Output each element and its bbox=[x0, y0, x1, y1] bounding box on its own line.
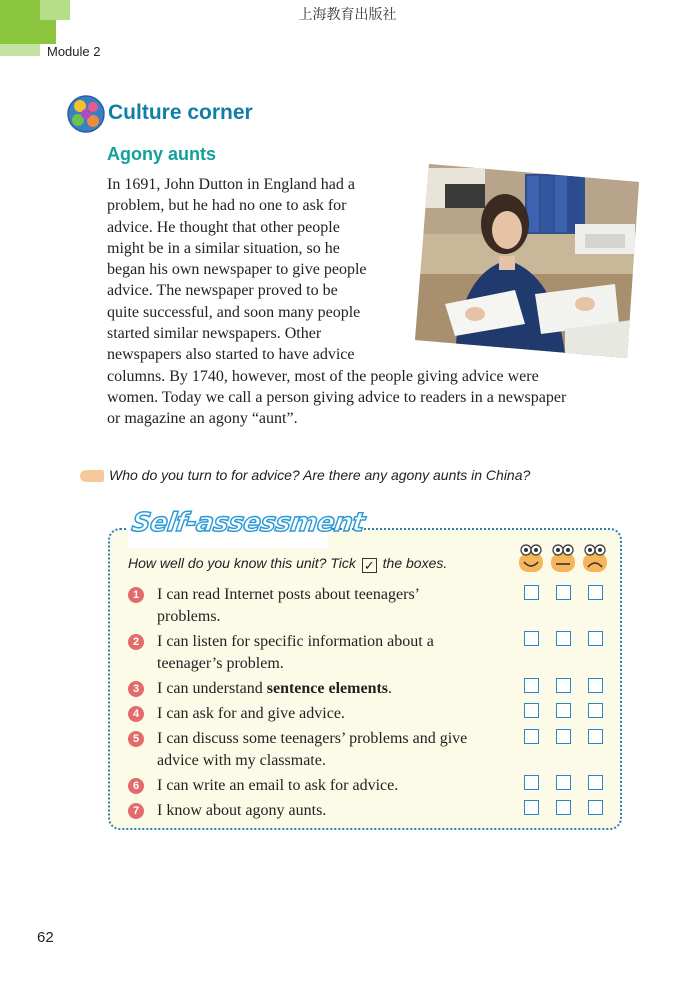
happy-face-icon bbox=[518, 543, 544, 573]
checkbox-ok[interactable] bbox=[556, 678, 571, 693]
item-text: I can read Internet posts about teenagers’ bbox=[157, 586, 420, 603]
item-text bbox=[157, 678, 498, 700]
checkbox-ok[interactable] bbox=[556, 585, 571, 600]
checkbox-ok[interactable] bbox=[556, 631, 571, 646]
item-number: 5 bbox=[128, 731, 144, 747]
question-marker bbox=[80, 470, 104, 482]
checkbox-poor[interactable] bbox=[588, 729, 603, 744]
item-text: I know about agony aunts. bbox=[157, 802, 327, 819]
checkbox-well[interactable] bbox=[524, 703, 539, 718]
item-number: 4 bbox=[128, 706, 144, 722]
assessment-item bbox=[128, 584, 498, 627]
culture-globe-icon bbox=[67, 95, 105, 133]
paragraph-line: women. Today we call a person giving advice to readers in a newspaper bbox=[107, 388, 567, 406]
checkbox-poor[interactable] bbox=[588, 800, 603, 815]
checkbox-well[interactable] bbox=[524, 775, 539, 790]
sad-face-icon bbox=[582, 543, 608, 573]
paragraph-line: In 1691, John Dutton in England had a bbox=[107, 176, 355, 193]
checkbox-poor[interactable] bbox=[588, 631, 603, 646]
paragraph-line: advice. He thought that other people bbox=[107, 218, 340, 236]
checkbox-poor[interactable] bbox=[588, 678, 603, 693]
item-number: 3 bbox=[128, 681, 144, 697]
item-text: I can ask for and give advice. bbox=[157, 705, 345, 722]
item-number: 6 bbox=[128, 778, 144, 794]
checkbox-well[interactable] bbox=[524, 585, 539, 600]
instruction-text: How well do you know this unit? Tick bbox=[128, 555, 356, 571]
item-text-suffix: . bbox=[388, 680, 393, 697]
item-text-prefix: I can understand bbox=[157, 680, 267, 697]
assessment-item bbox=[128, 631, 498, 674]
module-label: Module 2 bbox=[47, 44, 101, 59]
checkbox-ok[interactable] bbox=[556, 775, 571, 790]
checkbox-poor[interactable] bbox=[588, 775, 603, 790]
item-text: teenager’s problem. bbox=[157, 654, 284, 672]
page-number: 62 bbox=[37, 929, 54, 946]
checkbox-well[interactable] bbox=[524, 678, 539, 693]
checkbox-ok[interactable] bbox=[556, 800, 571, 815]
paragraph-line: or magazine an agony “aunt”. bbox=[107, 410, 298, 428]
paragraph-line: problem, but he had no one to ask for bbox=[107, 197, 347, 215]
item-text: I can write an email to ask for advice. bbox=[157, 777, 399, 794]
tick-example-icon: ✓ bbox=[362, 558, 377, 573]
assessment-item bbox=[128, 800, 498, 822]
item-text: I can discuss some teenagers’ problems and give bbox=[157, 730, 468, 747]
instruction-text-end: the boxes. bbox=[382, 555, 448, 571]
checkbox-ok[interactable] bbox=[556, 703, 571, 718]
checkbox-ok[interactable] bbox=[556, 729, 571, 744]
self-assessment-title: Self-assessment bbox=[129, 508, 367, 538]
checkbox-well[interactable] bbox=[524, 800, 539, 815]
paragraph-line: quite successful, and soon many people bbox=[107, 303, 361, 321]
paragraph-line: columns. By 1740, however, most of the people giving advice were bbox=[107, 367, 539, 385]
item-number: 7 bbox=[128, 803, 144, 819]
checkbox-poor[interactable] bbox=[588, 585, 603, 600]
section-title: Culture corner bbox=[108, 101, 253, 124]
item-text: advice with my classmate. bbox=[157, 751, 326, 769]
discussion-question: Who do you turn to for advice? Are there any agony aunts in China? bbox=[109, 467, 531, 483]
paragraph-line: newspapers also started to have advice bbox=[107, 346, 355, 364]
paragraph-line: advice. The newspaper proved to be bbox=[107, 282, 338, 300]
publisher-header: 上海教育出版社 bbox=[298, 7, 397, 23]
self-assessment-instruction bbox=[128, 555, 447, 573]
checkbox-well[interactable] bbox=[524, 631, 539, 646]
paragraph-line: might be in a similar situation, so he bbox=[107, 239, 340, 257]
paragraph-line: started similar newspapers. Other bbox=[107, 325, 322, 343]
assessment-item bbox=[128, 703, 498, 725]
paragraph-line: began his own newspaper to give people bbox=[107, 261, 367, 279]
item-number: 1 bbox=[128, 587, 144, 603]
item-number: 2 bbox=[128, 634, 144, 650]
neutral-face-icon bbox=[550, 543, 576, 573]
assessment-item bbox=[128, 775, 498, 797]
assessment-item bbox=[128, 728, 498, 771]
assessment-item bbox=[128, 678, 498, 700]
item-text: I can listen for specific information about a bbox=[157, 633, 434, 650]
woman-reading-letters-photo bbox=[415, 164, 639, 358]
item-text: problems. bbox=[157, 607, 221, 625]
checkbox-poor[interactable] bbox=[588, 703, 603, 718]
item-text-bold: sentence elements bbox=[266, 680, 389, 697]
checkbox-well[interactable] bbox=[524, 729, 539, 744]
article-title: Agony aunts bbox=[107, 144, 217, 164]
